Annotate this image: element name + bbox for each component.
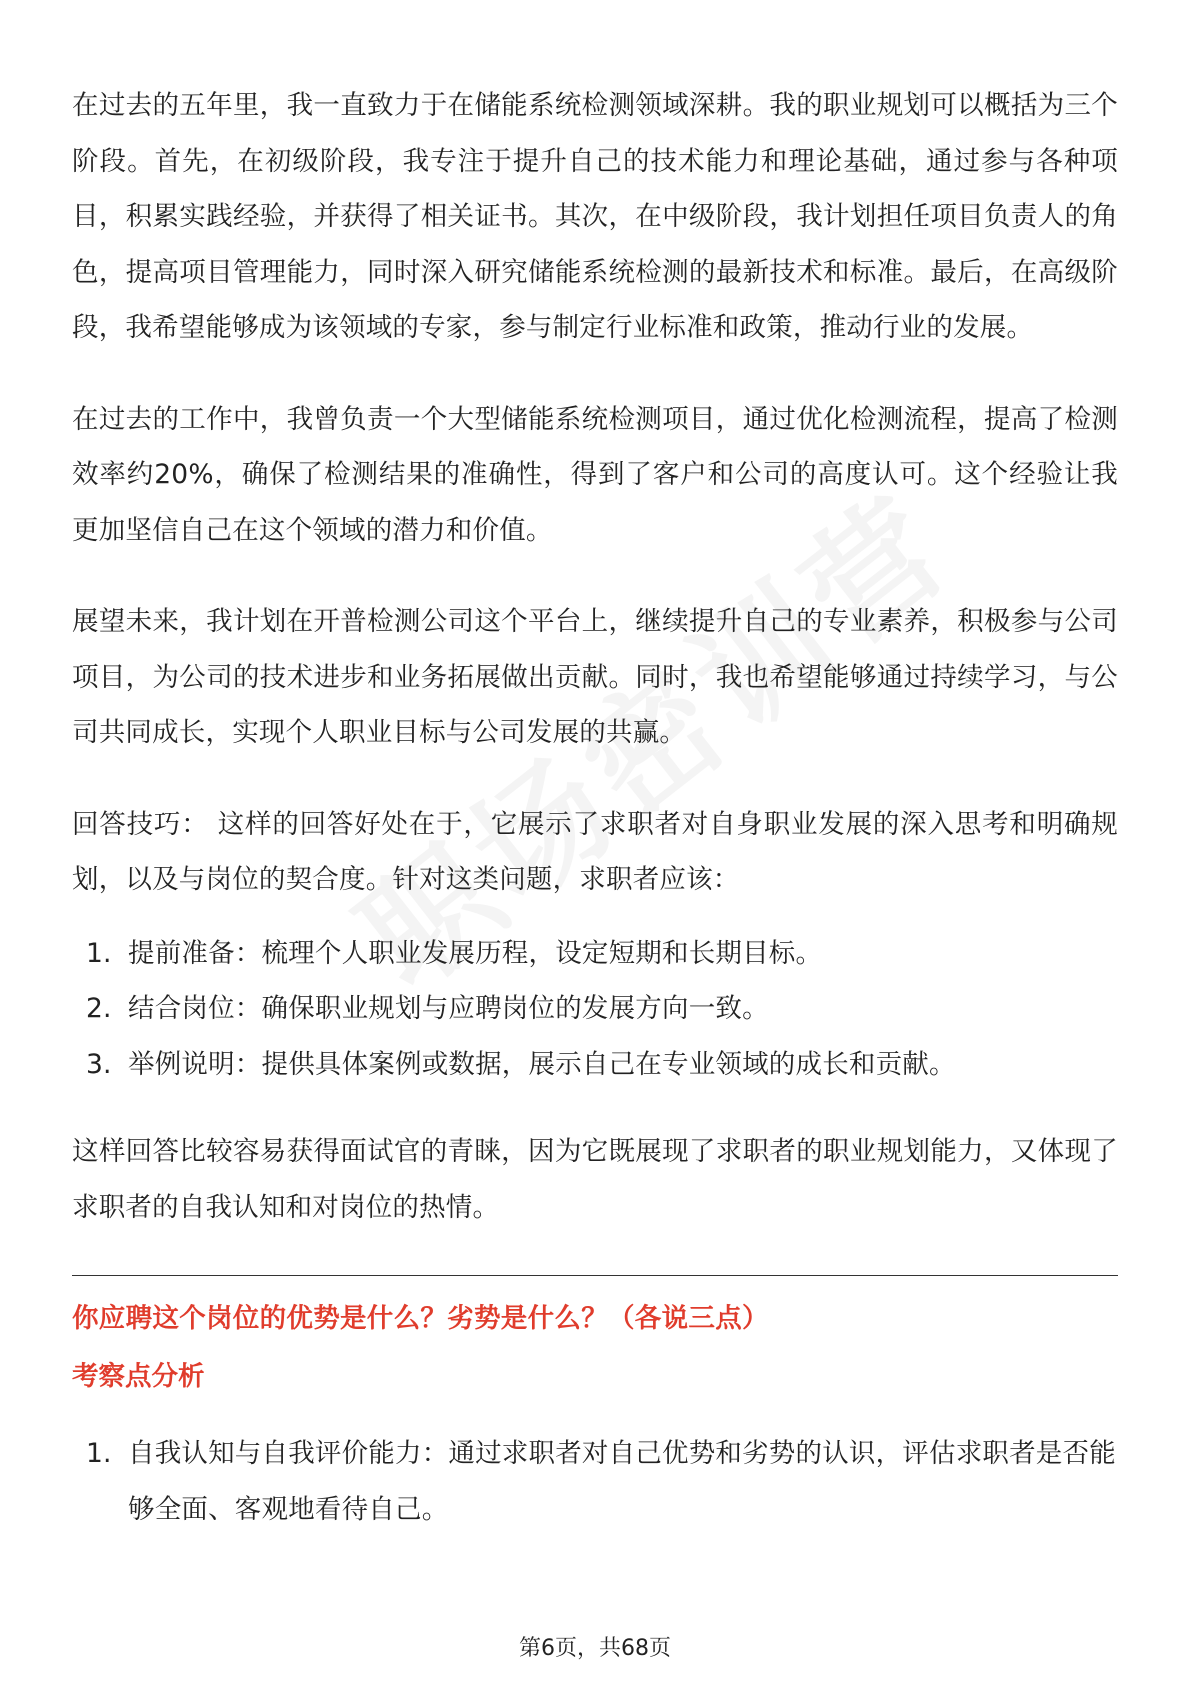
tips-list xyxy=(72,926,1118,1093)
paragraph-future: 展望未来，我计划在开普检测公司这个平台上，继续提升自己的专业素养，积极参与公司项目，为公司的技术进步和业务拓展做出贡献。同时，我也希望能够通过持续学习，与公司共同成长，实现个人职业目标与公司发展的共赢。 xyxy=(72,606,1118,748)
list-item xyxy=(72,1037,1118,1093)
list-item xyxy=(72,1426,1118,1537)
paragraph-answer-tips: 回答技巧： 这样的回答好处在于，它展示了求职者对自身职业发展的深入思考和明确规划，以及与岗位的契合度。针对这类问题，求职者应该： xyxy=(72,808,1118,895)
list-item-text: 结合岗位：确保职业规划与应聘岗位的发展方向一致。 xyxy=(128,993,769,1024)
list-item-number: 3. xyxy=(86,1048,112,1080)
list-item xyxy=(72,926,1118,982)
list-item-text: 举例说明：提供具体案例或数据，展示自己在专业领域的成长和贡献。 xyxy=(128,1048,956,1080)
list-item xyxy=(72,981,1118,1037)
list-item-number: 1. xyxy=(86,1438,112,1469)
analysis-list xyxy=(72,1426,1118,1537)
section-divider xyxy=(72,1275,1118,1276)
page-footer: 第6页，共68页 xyxy=(519,1636,671,1661)
list-item-text: 自我认知与自我评价能力：通过求职者对自己优势和劣势的认识，评估求职者是否能够全面、客观地看待自己。 xyxy=(128,1438,1116,1525)
question-subtitle: 考察点分析 xyxy=(72,1361,205,1392)
question-title: 你应聘这个岗位的优势是什么？劣势是什么？（各说三点） xyxy=(72,1303,769,1334)
paragraph-career-plan: 在过去的五年里，我一直致力于在储能系统检测领域深耕。我的职业规划可以概括为三个阶段。首先，在初级阶段，我专注于提升自己的技术能力和理论基础，通过参与各种项目，积累实践经验，并获得了相关证书。其次，在中级阶段，我计划担任项目负责人的角色，提高项目管理能力，同时深入研究储能系统检测的最新技术和标准。最后，在高级阶段，我希望能够成为该领域的专家，参与制定行业标准和政策，推动行业的发展。 xyxy=(72,90,1118,343)
document-page xyxy=(72,78,1118,1573)
list-item-number: 1. xyxy=(86,937,112,969)
paragraph-closing: 这样回答比较容易获得面试官的青睐，因为它既展现了求职者的职业规划能力，又体现了求职者的自我认知和对岗位的热情。 xyxy=(72,1136,1118,1223)
paragraph-past-work: 在过去的工作中，我曾负责一个大型储能系统检测项目，通过优化检测流程，提高了检测效率约20%，确保了检测结果的准确性，得到了客户和公司的高度认可。这个经验让我更加坚信自己在这个领域的潜力和价值。 xyxy=(72,403,1118,546)
list-item-text: 提前准备：梳理个人职业发展历程，设定短期和长期目标。 xyxy=(128,937,823,969)
list-item-number: 2. xyxy=(86,993,112,1024)
